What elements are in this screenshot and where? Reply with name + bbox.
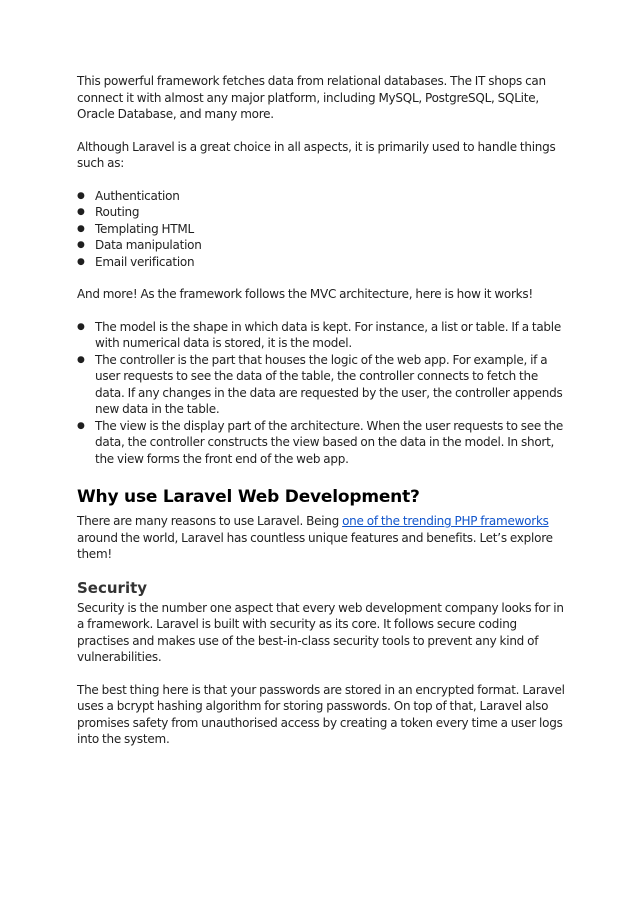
- bullet-icon: ●: [77, 207, 85, 217]
- list-item: ● Email verification: [77, 254, 195, 269]
- bullet-icon: ●: [77, 223, 85, 234]
- bullet-icon: ●: [77, 354, 85, 365]
- why-paragraph: There are many reasons to use Laravel. Being one of the trending PHP frameworks around the world, Laravel has countless unique features and benefits. Let’s explore them!: [77, 514, 553, 561]
- intro-paragraph-databases: This powerful framework fetches data from relational databases. The IT shops can connect it with almost any major platform, including MySQL, PostgreSQL, SQLite, Oracle Database, and many more.: [77, 74, 546, 121]
- why-heading: Why use Laravel Web Development?: [77, 487, 420, 507]
- bullet-icon: ●: [77, 190, 85, 201]
- list-item: ● The view is the display part of the architecture. When the user requests to see the data, the controller constructs the view based on the data in the model. In short, the view forms the front end of the web app.: [77, 418, 564, 466]
- bullet-icon: ●: [77, 420, 85, 431]
- intro-paragraph-mvc: And more! As the framework follows the MVC architecture, here is how it works!: [77, 287, 533, 301]
- bullet-icon: ●: [77, 240, 85, 250]
- list-item: ● Authentication: [77, 188, 180, 203]
- mvc-list: [77, 319, 567, 468]
- list-item: ● Templating HTML: [77, 221, 194, 236]
- list-item: ● Routing: [77, 205, 140, 219]
- list-item: ● The controller is the part that houses the logic of the web app. For example, if a user requests to see the data of the table, the controller connects to fetch the data. If any changes in the data are requested by the user, the controller appends new data in the table.: [77, 352, 563, 416]
- security-paragraph-passwords: The best thing here is that your passwords are stored in an encrypted format. Laravel uses a bcrypt hashing algorithm for storing passwords. On top of that, Laravel also promises safety from unauthorised access by creating a token every time a user logs into the system.: [77, 682, 565, 746]
- list-item: ● The model is the shape in which data is kept. For instance, a list or table. If a table with numerical data is stored, it is the model.: [77, 319, 562, 350]
- security-heading: Security: [77, 578, 148, 597]
- list-item: ● Data manipulation: [77, 238, 202, 252]
- intro-paragraph-uses: Although Laravel is a great choice in all aspects, it is primarily used to handle things such as:: [77, 139, 556, 170]
- bullet-icon: ●: [77, 321, 85, 332]
- bullet-icon: ●: [77, 256, 85, 267]
- document-page: [77, 73, 567, 748]
- uses-list: [77, 188, 567, 271]
- security-paragraph-core: Security is the number one aspect that every web development company looks for in a framework. Laravel is built with security as its core. It follows secure coding practises and makes use of the best-in-class security tools to prevent any kind of vulnerabilities.: [77, 600, 564, 664]
- trending-php-frameworks-link[interactable]: one of the trending PHP frameworks: [342, 514, 549, 528]
